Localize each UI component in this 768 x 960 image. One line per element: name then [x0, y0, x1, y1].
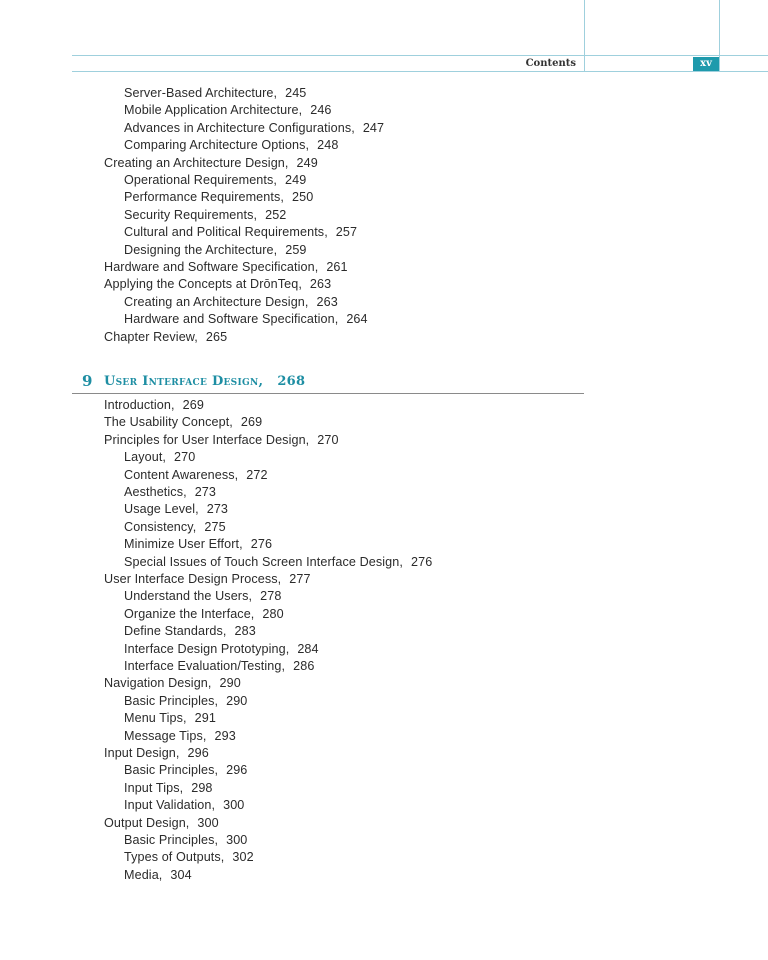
toc-entry	[104, 397, 204, 414]
toc-entry-title: Hardware and Software Specification,	[104, 260, 319, 274]
toc-entry-title: Interface Design Prototyping,	[124, 641, 290, 656]
toc-entry-page: 290	[219, 676, 241, 691]
toc-entry-title: Cultural and Political Requirements,	[124, 225, 328, 240]
toc-entry-page: 290	[226, 693, 248, 708]
toc-entry-title: Performance Requirements,	[124, 190, 284, 205]
toc-entry	[124, 762, 247, 779]
chapter-title: User Interface Design,	[104, 374, 264, 389]
toc-entry-page: 248	[317, 138, 339, 153]
toc-entry	[124, 449, 195, 466]
toc-entry-title: Consistency,	[124, 519, 197, 534]
toc-entry-page: 245	[285, 86, 307, 100]
toc-entry	[124, 849, 254, 866]
toc-entry	[124, 501, 228, 518]
toc-entry	[124, 832, 247, 849]
toc-entry-page: 280	[262, 606, 284, 621]
toc-entry-page: 249	[285, 173, 307, 187]
toc-entry	[124, 484, 216, 501]
chapter-title-group	[104, 374, 305, 389]
page-folio: xv	[693, 57, 719, 71]
toc-entry-page: 270	[317, 432, 339, 447]
toc-entry	[124, 867, 192, 884]
running-head: Contents	[525, 58, 576, 69]
toc-entry-page: 300	[223, 798, 245, 813]
toc-entry	[124, 242, 307, 259]
toc-entry-title: Advances in Architecture Configurations,	[124, 120, 355, 135]
toc-entry-title: Introduction,	[104, 398, 175, 412]
toc-entry-page: 298	[191, 780, 213, 795]
toc-entry	[104, 745, 209, 762]
toc-entry-title: Basic Principles,	[124, 693, 219, 708]
toc-entry	[124, 189, 313, 206]
toc-entry-page: 296	[226, 763, 248, 778]
toc-entry-title: Operational Requirements,	[124, 173, 278, 187]
toc-entry-title: Minimize User Effort,	[124, 537, 243, 552]
toc-entry-title: Types of Outputs,	[124, 850, 225, 865]
toc-entry-title: Aesthetics,	[124, 485, 187, 499]
toc-entry	[124, 554, 432, 571]
toc-entry	[124, 467, 268, 484]
toc-entry-page: 276	[410, 554, 433, 569]
toc-entry-page: 263	[316, 294, 338, 309]
toc-entry-page: 286	[293, 659, 315, 673]
toc-entry-page: 284	[297, 641, 319, 656]
chapter-page: 268	[277, 374, 306, 389]
toc-entry-page: 275	[204, 519, 226, 534]
toc-entry-page: 261	[326, 260, 348, 274]
chapter-heading	[72, 371, 584, 394]
toc-entry	[124, 623, 256, 640]
toc-entry	[104, 432, 339, 449]
toc-entry	[124, 207, 286, 224]
toc-entry-page: 250	[292, 190, 314, 205]
toc-entry-page: 249	[296, 155, 318, 170]
toc-entry-page: 265	[205, 329, 228, 344]
toc-entry-title: Hardware and Software Specification,	[124, 312, 339, 327]
toc-entry	[104, 815, 219, 832]
toc-entry-page: 278	[260, 589, 282, 604]
toc-entry-title: User Interface Design Process,	[104, 572, 282, 586]
toc-entry-page: 269	[240, 415, 263, 430]
toc-entry-title: Input Validation,	[124, 798, 216, 813]
toc-entry-title: Media,	[124, 867, 163, 882]
toc-entry	[104, 675, 241, 692]
toc-entry-title: Output Design,	[104, 815, 190, 830]
toc-entry	[124, 641, 319, 658]
margin-rule-right	[719, 0, 720, 72]
toc-entry-title: Organize the Interface,	[124, 606, 255, 621]
toc-entry-title: Comparing Architecture Options,	[124, 138, 310, 153]
header-rule-bottom	[72, 71, 768, 72]
chapter-number: 9	[82, 372, 93, 390]
toc-entry	[124, 536, 272, 553]
toc-entry	[124, 728, 236, 745]
toc-entry-title: Creating an Architecture Design,	[104, 155, 289, 170]
toc-entry	[104, 414, 262, 431]
toc-entry-page: 273	[206, 502, 229, 517]
toc-entry-page: 264	[346, 312, 368, 327]
toc-entry-title: Layout,	[124, 450, 167, 465]
toc-entry	[124, 294, 338, 311]
toc-entry-page: 263	[309, 277, 332, 292]
toc-entry-title: Input Tips,	[124, 780, 184, 795]
toc-entry-page: 252	[265, 207, 287, 222]
toc-entry-title: Special Issues of Touch Screen Interface Design,	[124, 554, 403, 569]
toc-entry	[104, 276, 331, 293]
toc-entry-title: Security Requirements,	[124, 207, 258, 222]
toc-entry	[104, 155, 318, 172]
toc-entry-page: 270	[174, 450, 196, 465]
toc-entry	[124, 693, 247, 710]
toc-entry-title: Applying the Concepts at DrōnTeq,	[104, 277, 302, 292]
toc-entry	[104, 571, 311, 588]
toc-entry-title: Usage Level,	[124, 502, 199, 517]
toc-entry-page: 269	[182, 398, 204, 412]
toc-entry-page: 300	[197, 815, 219, 830]
toc-entry-page: 276	[250, 537, 273, 552]
toc-entry	[124, 137, 338, 154]
margin-rule-left	[584, 0, 585, 72]
toc-entry-title: Mobile Application Architecture,	[124, 103, 303, 118]
toc-entry-title: The Usability Concept,	[104, 415, 233, 430]
toc-entry-page: 257	[335, 225, 358, 240]
toc-entry-title: Interface Evaluation/Testing,	[124, 659, 286, 673]
toc-entry-page: 302	[232, 850, 254, 865]
toc-entry	[124, 710, 216, 727]
toc-entry-title: Understand the Users,	[124, 589, 253, 604]
toc-entry-page: 277	[289, 572, 311, 586]
toc-entry-page: 259	[285, 242, 307, 257]
toc-entry-page: 247	[362, 120, 385, 135]
toc-entry-page: 293	[214, 728, 236, 743]
toc-entry-title: Input Design,	[104, 746, 180, 760]
toc-entry	[124, 85, 306, 102]
toc-entry	[124, 519, 226, 536]
toc-entry	[124, 102, 332, 119]
toc-entry-page: 272	[246, 467, 268, 482]
toc-entry	[124, 797, 244, 814]
toc-entry	[124, 658, 314, 675]
toc-entry-page: 283	[234, 624, 256, 639]
toc-entry-title: Define Standards,	[124, 624, 227, 639]
toc-entry-title: Creating an Architecture Design,	[124, 294, 309, 309]
toc-entry	[124, 606, 284, 623]
toc-entry-title: Message Tips,	[124, 728, 207, 743]
toc-entry	[124, 120, 384, 137]
toc-entry-page: 273	[194, 485, 217, 499]
header-rule-top	[72, 55, 768, 56]
toc-entry-page: 291	[194, 711, 216, 726]
toc-entry-page: 296	[187, 746, 209, 760]
toc-entry-title: Basic Principles,	[124, 833, 219, 847]
toc-entry	[104, 259, 348, 276]
toc-entry-title: Menu Tips,	[124, 711, 187, 726]
toc-entry	[124, 172, 306, 189]
toc-entry-title: Content Awareness,	[124, 467, 239, 482]
toc-entry-title: Navigation Design,	[104, 676, 212, 691]
toc-entry-title: Server-Based Architecture,	[124, 86, 278, 100]
toc-entry	[124, 224, 357, 241]
toc-entry-page: 246	[310, 103, 332, 118]
toc-entry-page: 300	[226, 833, 248, 847]
toc-entry	[104, 329, 227, 346]
toc-entry	[124, 780, 213, 797]
toc-entry	[124, 588, 281, 605]
toc-entry-title: Chapter Review,	[104, 329, 198, 344]
toc-entry-title: Basic Principles,	[124, 763, 219, 778]
toc-entry-title: Principles for User Interface Design,	[104, 432, 310, 447]
toc-entry-title: Designing the Architecture,	[124, 242, 278, 257]
toc-entry-page: 304	[170, 867, 192, 882]
toc-entry	[124, 311, 368, 328]
